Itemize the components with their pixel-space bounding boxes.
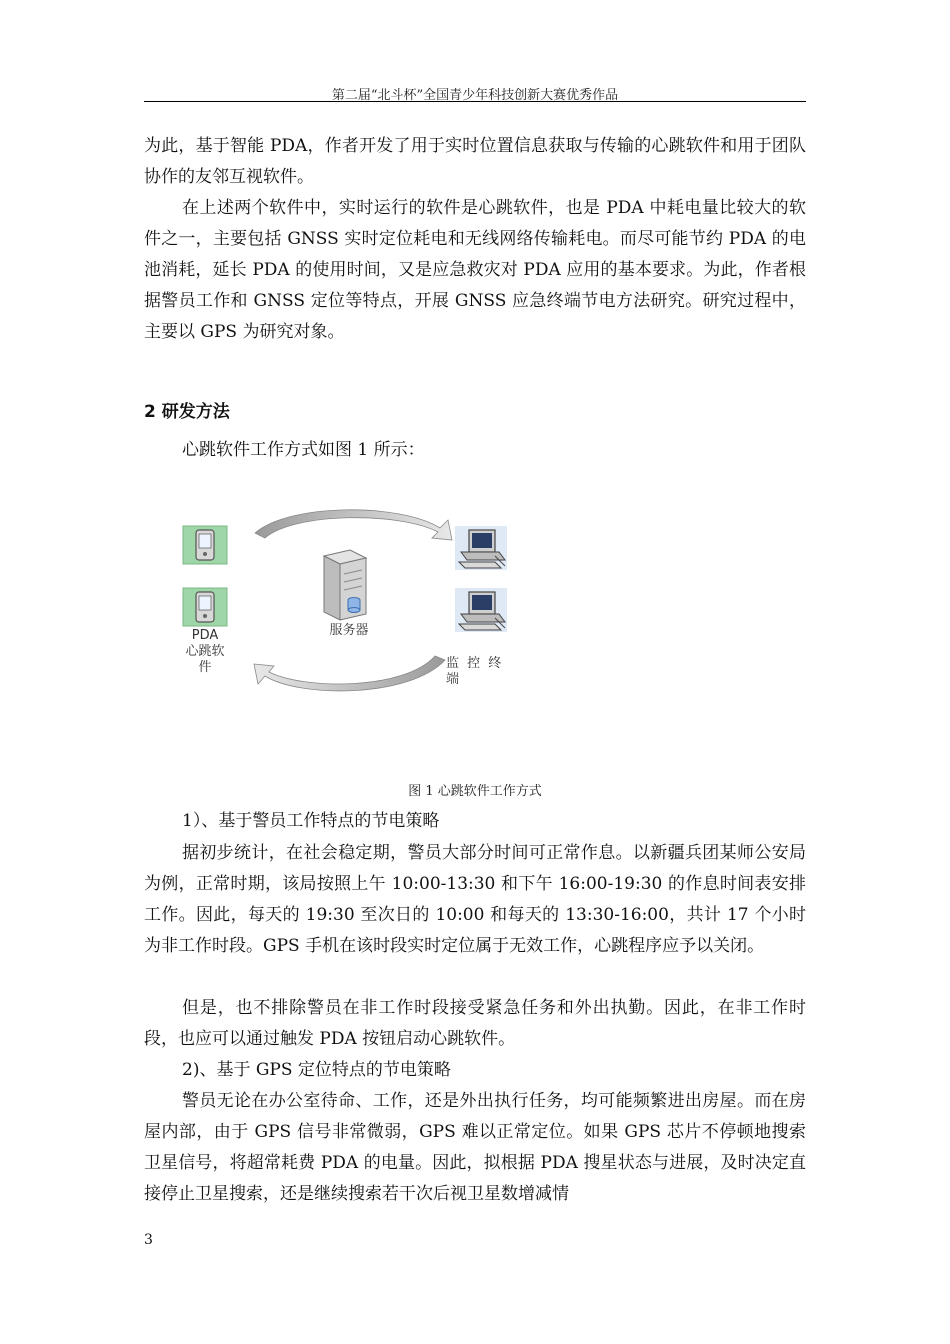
monitor-label-line-1: 监 控 终 xyxy=(446,656,504,671)
pda-label-line-1: PDA xyxy=(191,628,219,643)
pda-label-line-2: 心跳软 xyxy=(185,644,225,659)
server-label: 服务器 xyxy=(329,623,369,638)
paragraph-6: 但是，也不排除警员在非工作时段接受紧急任务和外出执勤。因此，在非工作时段，也应可以通过触发 PDA 按钮启动心跳软件。 xyxy=(144,998,806,1049)
pda-label-line-3: 件 xyxy=(198,660,212,675)
server-icon xyxy=(324,550,366,620)
paragraph-7: 2)、基于 GPS 定位特点的节电策略 xyxy=(182,1060,451,1080)
curved-arrow-top-icon xyxy=(255,510,452,540)
paragraph-2: 在上述两个软件中，实时运行的软件是心跳软件，也是 PDA 中耗电量比较大的软件之一，主要包括 GNSS 实时定位耗电和无线网络传输耗电。而尽可能节约 PDA 的电池消耗，延长 PDA 的使用时间，又是应急救灾对 PDA 应用的基本要求。为此，作者根据警员工作和 GNSS 定位等特点，开展 GNSS 应急终端节电方法研究。研究过程中，主要以 GPS 为研究对象。 xyxy=(144,198,806,342)
paragraph-4: 1）、基于警员工作特点的节电策略 xyxy=(182,811,440,831)
paragraph-1: 为此，基于智能 PDA，作者开发了用于实时位置信息获取与传输的心跳软件和用于团队协作的友邻互视软件。 xyxy=(144,136,806,187)
running-header: 第二届“北斗杯”全国青少年科技创新大赛优秀作品 xyxy=(331,88,619,103)
pda-device-icon xyxy=(183,588,227,626)
curved-arrow-bottom-icon xyxy=(254,656,445,691)
paragraph-3: 心跳软件工作方式如图 1 所示： xyxy=(182,440,425,460)
monitor-label-line-2: 端 xyxy=(446,672,460,687)
page-number: 3 xyxy=(144,1232,153,1248)
section-heading: 2 研发方法 xyxy=(144,402,230,422)
desktop-computer-icon xyxy=(455,526,507,570)
header-rule xyxy=(144,101,806,102)
pda-label xyxy=(175,628,235,676)
paragraph-5: 据初步统计，在社会稳定期，警员大部分时间可正常作息。以新疆兵团某师公安局为例，正常时期，该局按照上午 10:00-13:30 和下午 16:00-19:30 的作息时间表安排工作。因此，每天的 19:30 至次日的 10:00 和每天的 13:30-16:00，共计 17 个小时为非工作时段。GPS 手机在该时段实时定位属于无效工作，心跳程序应予以关闭。 xyxy=(144,843,806,956)
monitor-label xyxy=(446,656,526,688)
figure-heartbeat-workflow xyxy=(170,498,530,708)
desktop-computer-icon xyxy=(455,588,507,632)
figure-caption: 图 1 心跳软件工作方式 xyxy=(408,784,542,799)
pda-device-icon xyxy=(183,526,227,564)
paragraph-8: 警员无论在办公室待命、工作，还是外出执行任务，均可能频繁进出房屋。而在房屋内部，由于 GPS 信号非常微弱，GPS 难以正常定位。如果 GPS 芯片不停顿地搜索卫星信号，将超常耗费 PDA 的电量。因此，拟根据 PDA 搜星状态与进展，及时决定直接停止卫星搜索，还是继续搜索若干次后视卫星数增减情 xyxy=(144,1091,806,1204)
